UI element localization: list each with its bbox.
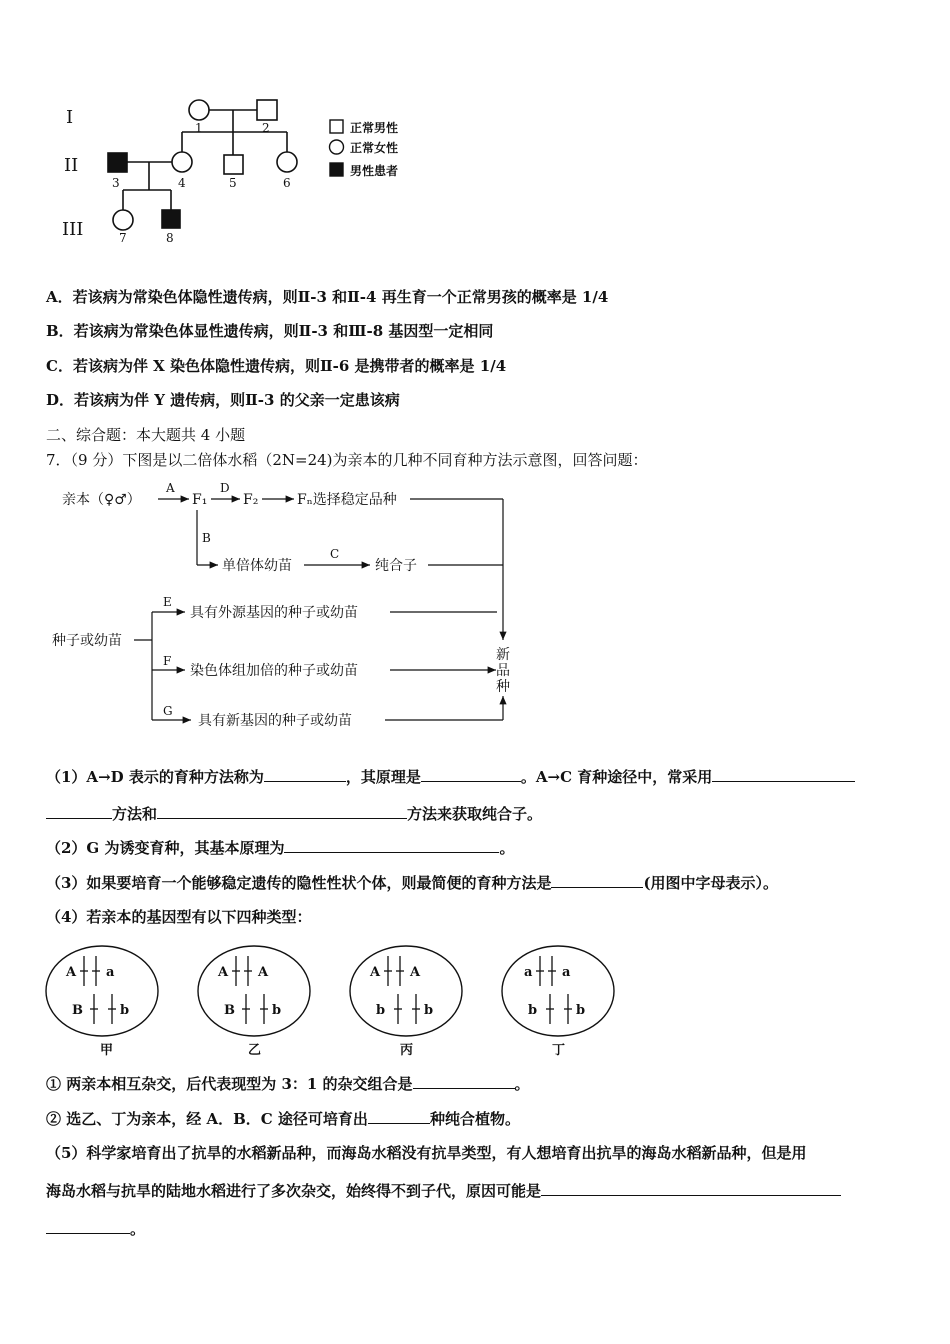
- allele-label: B: [72, 1003, 83, 1018]
- person-number: 8: [166, 231, 174, 245]
- answer-blank[interactable]: [157, 804, 407, 819]
- answer-blank[interactable]: [264, 767, 346, 782]
- person-number: 3: [112, 176, 120, 190]
- answer-blank[interactable]: [551, 873, 643, 888]
- legend-affected-male-symbol: [330, 163, 343, 176]
- flow-letter-d: D: [220, 481, 230, 495]
- q4-2-line: [46, 1108, 520, 1129]
- cell-name: 丙: [400, 1043, 414, 1058]
- flow-fn: Fₙ选择稳定品种: [297, 492, 397, 508]
- q5-text-b: 海岛水稻与抗旱的陆地水稻进行了多次杂交，始终得不到子代，原因可能是: [46, 1182, 542, 1200]
- allele-label: A: [410, 965, 421, 980]
- person-number: 7: [119, 231, 127, 245]
- q3-line: [46, 872, 778, 893]
- answer-blank[interactable]: [284, 838, 499, 853]
- allele-label: a: [524, 965, 533, 980]
- cell-bing: [350, 946, 462, 1036]
- legend-label: 正常女性: [350, 141, 399, 155]
- person-number: 5: [229, 176, 237, 190]
- q5-line2: [46, 1180, 841, 1201]
- allele-label: A: [258, 965, 269, 980]
- genotype-cells: [0, 940, 700, 1065]
- cell-ding: [502, 946, 614, 1036]
- flow-seed: 种子或幼苗: [52, 633, 122, 649]
- allele-label: a: [562, 965, 571, 980]
- legend-normal-female-symbol: [330, 140, 344, 154]
- cell-name: 丁: [552, 1043, 566, 1058]
- flow-letter-e: E: [163, 595, 172, 609]
- q4-2-text-b: 种纯合植物。: [429, 1110, 520, 1128]
- option-d: D．若该病为伴 Y 遗传病，则Ⅱ-3 的父亲一定患该病: [46, 391, 400, 409]
- q1-text-a: （1）A→D 表示的育种方法称为: [46, 768, 264, 786]
- question-7-intro: 7．（9 分）下图是以二倍体水稻（2N=24)为亲本的几种不同育种方法示意图，回答问题：: [46, 451, 648, 469]
- q3-text-a: （3）如果要培育一个能够稳定遗传的隐性性状个体，则最简便的育种方法是: [46, 874, 552, 892]
- q1-line1: [46, 766, 855, 787]
- q4-1-line: [46, 1073, 530, 1094]
- q4-line: （4）若亲本的基因型有以下四种类型：: [46, 908, 312, 926]
- answer-blank[interactable]: [46, 1219, 130, 1234]
- pedigree-chart: [0, 0, 450, 260]
- person-2-normal-male: [257, 100, 277, 120]
- allele-label: b: [424, 1003, 434, 1018]
- allele-label: a: [106, 965, 115, 980]
- flow-letter-a: A: [166, 481, 175, 495]
- person-1-normal-female: [189, 100, 209, 120]
- section-title: 二、综合题：本大题共 4 小题: [46, 426, 246, 444]
- person-7-normal-female: [113, 210, 133, 230]
- flow-haploid: 单倍体幼苗: [222, 558, 292, 574]
- answer-blank[interactable]: [368, 1109, 430, 1124]
- flow-letter-g: G: [163, 704, 173, 718]
- flow-new-variety: 种: [496, 679, 510, 695]
- allele-label: b: [376, 1003, 386, 1018]
- allele-label: b: [120, 1003, 130, 1018]
- legend-label: 正常男性: [350, 121, 399, 135]
- option-a: A．若该病为常染色体隐性遗传病，则Ⅱ-3 和Ⅱ-4 再生育一个正常男孩的概率是 1/4: [46, 288, 609, 306]
- answer-blank[interactable]: [46, 804, 112, 819]
- q1-text-c: 。A→C 育种途径中，常采用: [520, 768, 713, 786]
- allele-label: b: [272, 1003, 282, 1018]
- gen-label-3: III: [62, 219, 84, 240]
- legend-label: 男性患者: [350, 164, 399, 178]
- flow-new-variety: 新: [496, 647, 510, 663]
- flow-pure: 纯合子: [375, 558, 417, 574]
- flow-newgene: 具有新基因的种子或幼苗: [198, 713, 352, 729]
- flow-f2: F₂: [243, 492, 259, 508]
- q5-text-c: 。: [130, 1220, 146, 1238]
- q3-text-b: (用图中字母表示）。: [643, 874, 779, 892]
- answer-blank[interactable]: [712, 767, 855, 782]
- q5-line3: [46, 1218, 145, 1239]
- q2-text-a: （2）G 为诱变育种，其基本原理为: [46, 839, 285, 857]
- allele-label: A: [218, 965, 229, 980]
- answer-blank[interactable]: [541, 1181, 841, 1196]
- breeding-flow-diagram: [0, 470, 560, 735]
- flow-parent: 亲本（♀♂）: [62, 492, 141, 508]
- allele-label: b: [576, 1003, 586, 1018]
- q2-text-b: 。: [499, 839, 515, 857]
- person-number: 2: [262, 121, 270, 135]
- person-number: 1: [195, 121, 203, 135]
- flow-letter-f: F: [163, 654, 172, 668]
- cell-name: 甲: [100, 1043, 114, 1058]
- gen-label-1: I: [66, 107, 74, 128]
- person-5-normal-male: [224, 155, 243, 174]
- q1-text-d: 方法和: [112, 805, 158, 823]
- q5-line1: （5）科学家培育出了抗旱的水稻新品种，而海岛水稻没有抗旱类型，有人想培育出抗旱的海岛水稻新品种，但是用: [46, 1144, 807, 1162]
- q4-2-text-a: ② 选乙、丁为亲本，经 A．B．C 途径可培育出: [46, 1110, 368, 1128]
- q1-text-e: 方法来获取纯合子。: [407, 805, 543, 823]
- option-b: B．若该病为常染色体显性遗传病，则Ⅱ-3 和Ⅲ-8 基因型一定相同: [46, 322, 494, 340]
- flow-doubled: 染色体组加倍的种子或幼苗: [190, 663, 358, 679]
- answer-blank[interactable]: [413, 1074, 515, 1089]
- cell-jia: [46, 946, 158, 1036]
- q4-1-text-a: ① 两亲本相互杂交，后代表现型为 3：1 的杂交组合是: [46, 1075, 413, 1093]
- q1-text-b: ，其原理是: [345, 768, 421, 786]
- q1-line2: [46, 803, 542, 824]
- option-c: C．若该病为伴 X 染色体隐性遗传病，则Ⅱ-6 是携带者的概率是 1/4: [46, 357, 507, 375]
- answer-blank[interactable]: [421, 767, 521, 782]
- allele-label: b: [528, 1003, 538, 1018]
- allele-label: A: [66, 965, 77, 980]
- person-8-affected-male: [162, 210, 180, 228]
- q2-line: [46, 837, 515, 858]
- allele-label: A: [370, 965, 381, 980]
- flow-exogenous: 具有外源基因的种子或幼苗: [190, 605, 358, 621]
- allele-label: B: [224, 1003, 235, 1018]
- flow-f1: F₁: [192, 492, 208, 508]
- flow-letter-b: B: [202, 531, 211, 545]
- person-number: 4: [178, 176, 186, 190]
- person-6-normal-female: [277, 152, 297, 172]
- person-3-affected-male: [108, 153, 127, 172]
- q4-1-text-b: 。: [514, 1075, 530, 1093]
- person-number: 6: [283, 176, 291, 190]
- flow-new-variety: 品: [496, 663, 510, 679]
- cell-name: 乙: [248, 1043, 262, 1058]
- gen-label-2: II: [64, 155, 79, 176]
- flow-letter-c: C: [330, 547, 340, 561]
- legend-normal-male-symbol: [330, 120, 343, 133]
- person-4-normal-female: [172, 152, 192, 172]
- cell-yi: [198, 946, 310, 1036]
